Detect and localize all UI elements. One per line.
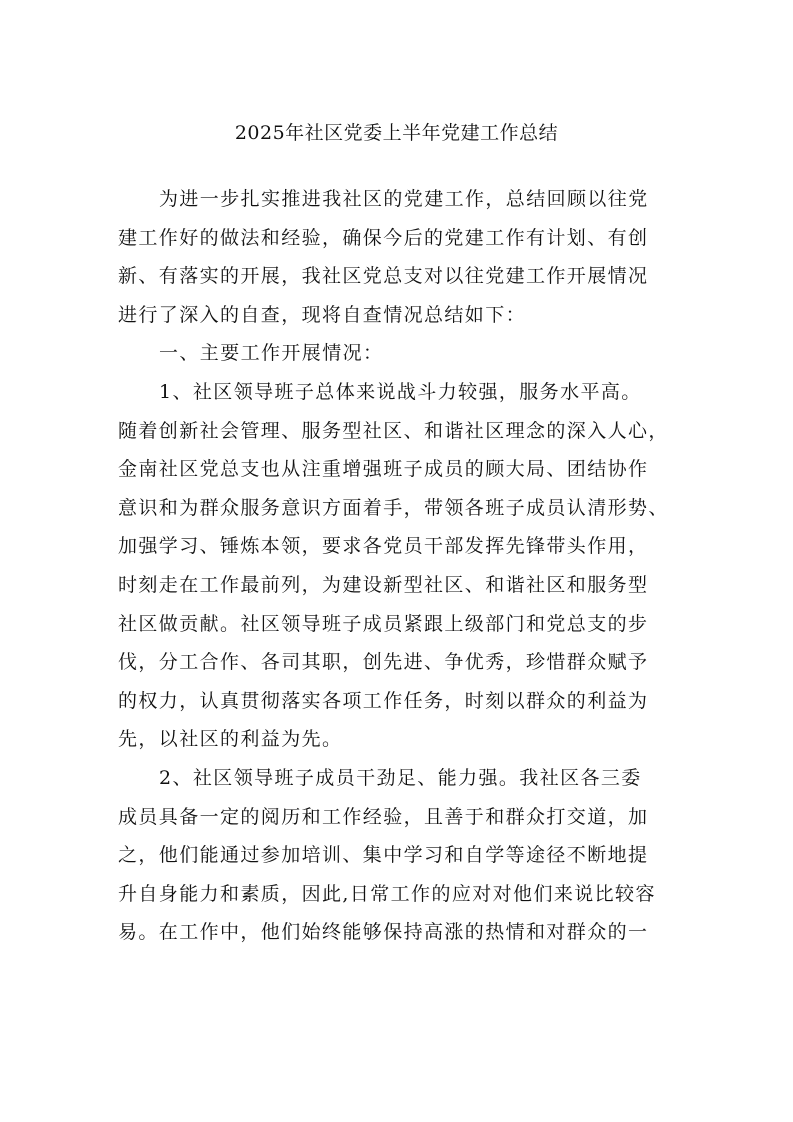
paragraph-intro [118,180,683,334]
text-line: 进行了深入的自查，现将自查情况总结如下： [118,303,527,326]
text-line: 先，以社区的利益为先。 [118,728,343,751]
document-body [118,180,683,952]
text-line: 一、主要工作开展情况： [159,342,384,365]
text-line: 意识和为群众服务意识方面着手，带领各班子成员认清形势、 [118,496,669,519]
text-line: 新、有落实的开展，我社区党总支对以往党建工作开展情况 [118,265,649,288]
document-title: 2025年社区党委上半年党建工作总结 [234,122,559,144]
paragraph-item-2 [118,759,683,952]
text-line: 金南社区党总支也从注重增强班子成员的顾大局、团结协作 [118,458,649,481]
text-line: 2、社区领导班子成员干劲足、能力强。我社区各三委 [159,766,642,789]
text-line: 时刻走在工作最前列，为建设新型社区、和谐社区和服务型 [118,573,649,596]
text-line: 随着创新社会管理、服务型社区、和谐社区理念的深入人心， [118,419,669,442]
text-line: 之，他们能通过参加培训、集中学习和自学等途径不断地提 [118,844,649,867]
text-line: 伐，分工合作、各司其职，创先进、争优秀，珍惜群众赋予 [118,651,649,674]
text-line: 社区做贡献。社区领导班子成员紧跟上级部门和党总支的步 [118,612,649,635]
text-line: 建工作好的做法和经验，确保今后的党建工作有计划、有创 [118,226,649,249]
text-line: 1、社区领导班子总体来说战斗力较强，服务水平高。 [159,380,642,403]
text-line: 为进一步扎实推进我社区的党建工作，总结回顾以往党 [159,188,649,210]
text-line: 加强学习、锤炼本领，要求各党员干部发挥先锋带头作用， [118,535,649,558]
text-line: 易。在工作中，他们始终能够保持高涨的热情和对群众的一 [118,921,649,944]
text-line: 的权力，认真贯彻落实各项工作任务，时刻以群众的利益为 [118,689,649,712]
paragraph-item-1 [118,373,683,759]
text-line: 成员具备一定的阅历和工作经验，且善于和群众打交道，加 [118,805,649,828]
text-line: 升自身能力和素质，因此,日常工作的应对对他们来说比较容 [118,882,656,905]
section-heading [118,334,683,373]
